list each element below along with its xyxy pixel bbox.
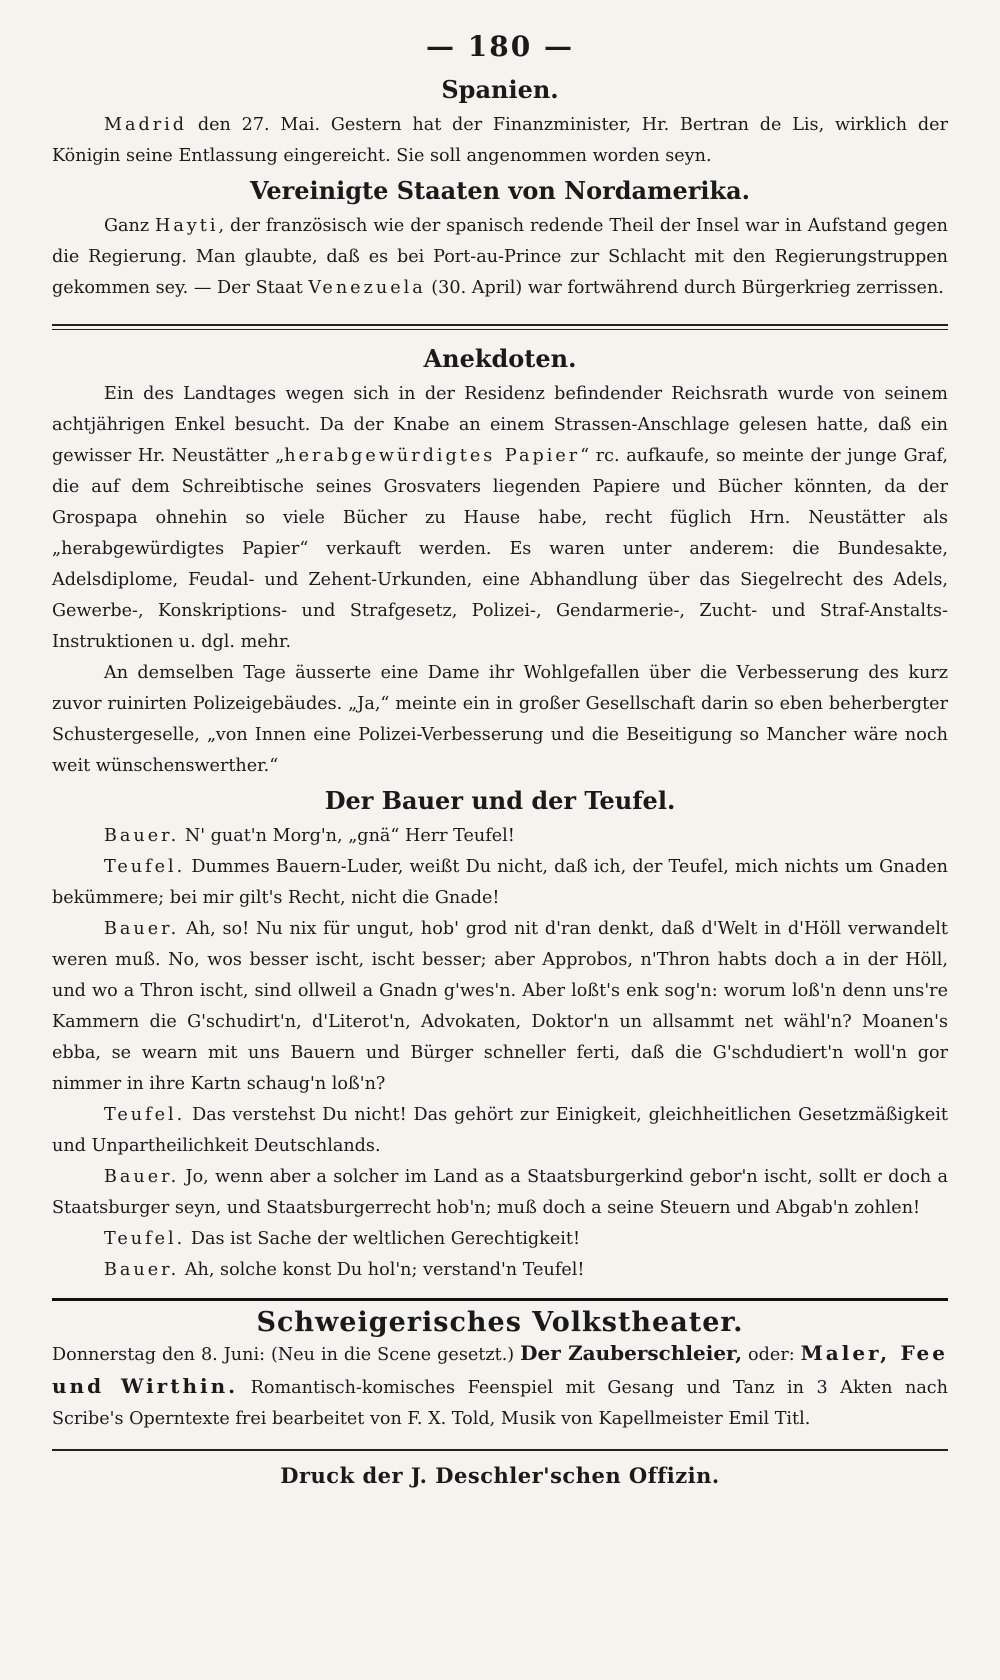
section-divider [52,1298,948,1301]
dialog-line [52,852,948,914]
speaker-name: Bauer. [104,826,180,846]
section-usa [52,176,948,304]
heading-dialog: Der Bauer und der Teufel. [324,786,676,815]
speaker-name: Bauer. [104,1167,180,1187]
dialog-line [52,1100,948,1162]
dialog-text: Ah, solche konst Du hol'n; verstand'n Teufel! [179,1260,585,1280]
heading-theater: Schweigerisches Volkstheater. [256,1307,744,1338]
anekdote-1-text-b: “ rc. aufkaufe, so meinte der junge Graf, die auf dem Schreibtische seines Grosvaters liegenden Papiere und Bücher könnten, da der Grospapa ohnehin so viele Bücher zu Hause habe, recht füglich Hrn. Neustätter als „herabgewürdigtes Papier“ verkauft werden. Es waren unter anderem: die Bundesakte, Adelsdiplome, Feudal- und Zehent-Urkunden, eine Abhandlung über das Siegelrecht des Adels, Gewerbe-, Konskriptions- und Strafgesetz, Polizei-, Gendarmerie-, Zucht- und Straf-Anstalts-Instruktionen u. dgl. mehr. [52,446,948,652]
place-venezuela: Venezuela [308,278,426,298]
place-haiti: Hayti [155,216,219,236]
dialog-line [52,914,948,1100]
place-madrid: Madrid [104,115,188,135]
dialog-line [52,1255,948,1286]
heading-anekdoten: Anekdoten. [423,344,577,373]
paragraph-spain [52,110,948,172]
theater-text-2: oder: [742,1345,801,1365]
section-dialog [52,786,948,1286]
anekdote-1-text-a: Ein des Landtages wegen sich in der Residenz befindender Reichsrath wurde von seinem achtjährigen Enkel besucht. Da der Knabe an einem Strassen-Anschlage gelesen hatte, daß ein gewisser Hr. Neustätter „ [52,384,948,466]
dialog-text: Das verstehst Du nicht! Das gehört zur Einigkeit, gleichheitlichen Gesetzmäßigkeit und Unpartheilichkeit Deutschlands. [52,1105,948,1156]
dialog-text: Das ist Sache der weltlichen Gerechtigkeit! [185,1229,581,1249]
dialog-text: Jo, wenn aber a solcher im Land as a Staatsburgerkind gebor'n ischt, sollt er doch a Staatsburger seyn, und Staatsburgerrecht hob'n; muß doch a seine Steuern und Abgab'n zohlen! [52,1167,948,1218]
dialog-line [52,1224,948,1255]
section-theater [52,1307,948,1435]
play-title-1: Der Zauberschleier, [520,1341,743,1365]
dialog-text: N' guat'n Morg'n, „gnä“ Herr Teufel! [179,826,515,846]
dialog-line [52,1162,948,1224]
usa-text-3: (30. April) war fortwährend durch Bürgerkrieg zerrissen. [425,278,944,298]
section-divider [52,324,948,330]
printer-imprint: Druck der J. Deschler'schen Offizin. [280,1463,720,1488]
speaker-name: Bauer. [104,919,180,939]
section-anekdoten [52,344,948,782]
paragraph-anekdote-1 [52,379,948,658]
footer-divider [52,1449,948,1451]
page-number: — 180 — [426,30,574,63]
speaker-name: Bauer. [104,1260,180,1280]
dialog-line [52,821,948,852]
theater-text-3: Romantisch-komisches Feenspiel mit Gesang und Tanz in 3 Akten nach Scribe's Operntexte frei bearbeitet von F. X. Told, Musik von Kapellmeister Emil Titl. [52,1378,948,1429]
anekdote-1-spaced: herabgewürdigtes Papier [284,446,581,466]
heading-spain: Spanien. [441,75,559,104]
theater-text-1: Donnerstag den 8. Juni: (Neu in die Scene gesetzt.) [52,1345,521,1365]
usa-text-2: , der französisch wie der spanisch redende Theil der Insel war in Aufstand gegen die Regierung. Man glaubte, daß es bei Port-au-Prince zur Schlacht mit den Regierungstruppen gekommen sey. — Der Staat [52,216,948,298]
usa-text-1: Ganz [104,216,156,236]
spain-text: den 27. Mai. Gestern hat der Finanzminister, Hr. Bertran de Lis, wirklich der Königin seine Entlassung eingereicht. Sie soll angenommen worden seyn. [52,115,948,166]
section-spain [52,75,948,172]
speaker-name: Teufel. [104,1229,186,1249]
dialog-text: Ah, so! Nu nix für ungut, hob' grod nit d'ran denkt, daß d'Welt in d'Höll verwandelt weren muß. No, wos besser ischt, ischt besser; aber Approbos, n'Thron habts doch a in der Höll, und wo a Thron ischt, sind ollweil a Gnadn g'wes'n. Aber loßt's enk sog'n: worum loß'n denn uns're Kammern die G'schudirt'n, d'Literot'n, Advokaten, Doktor'n un allsammt net wähl'n? Moanen's ebba, se wearn mit uns Bauern und Bürger schneller ferti, daß die G'schdudiert'n woll'n gor nimmer in ihre Kartn schaug'n loß'n? [52,919,948,1094]
play-title-2: Maler, Fee und Wirthin. [52,1341,948,1398]
paragraph-theater [52,1338,948,1435]
paragraph-anekdote-2: An demselben Tage äusserte eine Dame ihr Wohlgefallen über die Verbesserung des kurz zuvor ruinirten Polizeigebäudes. „Ja,“ meinte ein in großer Gesellschaft darin so eben beherbergter Schustergeselle, „von Innen eine Polizei-Verbesserung und die Beseitigung so Mancher wäre noch weit wünschenswerther.“ [52,663,948,776]
dialog-text: Dummes Bauern-Luder, weißt Du nicht, daß ich, der Teufel, mich nichts um Gnaden bekümmere; bei mir gilt's Recht, nicht die Gnade! [52,857,948,908]
heading-usa: Vereinigte Staaten von Nordamerika. [249,176,751,205]
speaker-name: Teufel. [104,1105,186,1125]
paragraph-usa [52,211,948,304]
speaker-name: Teufel. [104,857,186,877]
